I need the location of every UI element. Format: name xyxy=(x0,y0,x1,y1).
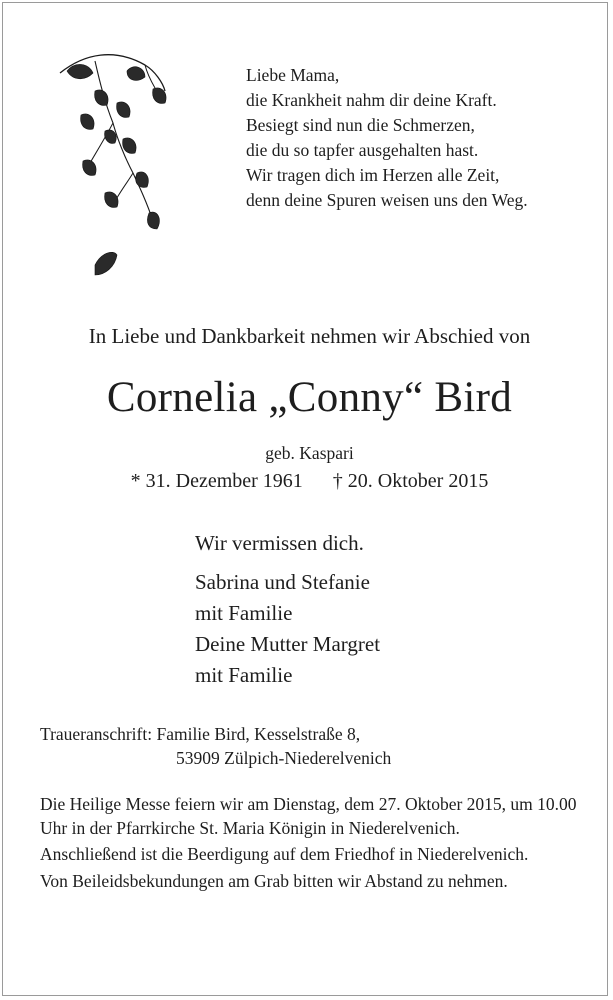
birch-branch-icon xyxy=(55,43,175,303)
farewell-intro: In Liebe und Dankbarkeit nehmen wir Abschied von xyxy=(88,324,531,348)
maiden-name: geb. Kaspari xyxy=(265,443,354,463)
poem-line: die du so tapfer ausgehalten hast. xyxy=(246,140,479,160)
life-dates: * 31. Dezember 1961 † 20. Oktober 2015 xyxy=(130,470,489,492)
condolence-note: Von Beileidsbekundungen am Grab bitten wir Abstand zu nehmen. xyxy=(40,870,508,891)
mourning-address xyxy=(40,722,391,770)
poem-line: Liebe Mama, xyxy=(246,65,340,85)
service-notes xyxy=(40,793,590,896)
mourners-block xyxy=(195,529,380,691)
deceased-name: Cornelia „Conny“ Bird xyxy=(106,374,513,421)
mourner-line: mit Familie xyxy=(195,601,293,625)
poem-line: die Krankheit nahm dir deine Kraft. xyxy=(246,90,497,110)
mourner-line: Sabrina und Stefanie xyxy=(195,570,370,594)
poem xyxy=(246,63,528,213)
mourners-message: Wir vermissen dich. xyxy=(195,531,364,555)
poem-line: Wir tragen dich im Herzen alle Zeit, xyxy=(246,165,500,185)
address-city-line: 53909 Zülpich-Niederelvenich xyxy=(176,748,392,768)
address-line: Traueranschrift: Familie Bird, Kesselstraße 8, xyxy=(40,724,361,744)
obituary-card xyxy=(2,2,608,996)
mourner-line: mit Familie xyxy=(195,663,293,687)
mourner-line: Deine Mutter Margret xyxy=(195,632,381,656)
mass-note: Die Heilige Messe feiern wir am Dienstag, dem 27. Oktober 2015, um 10.00 Uhr in der Pfarrkirche St. Maria Königin in Niederelvenich. xyxy=(40,794,577,838)
poem-line: Besiegt sind nun die Schmerzen, xyxy=(246,115,475,135)
poem-line: denn deine Spuren weisen uns den Weg. xyxy=(246,190,528,210)
burial-note: Anschließend ist die Beerdigung auf dem Friedhof in Niederelvenich. xyxy=(40,844,529,864)
